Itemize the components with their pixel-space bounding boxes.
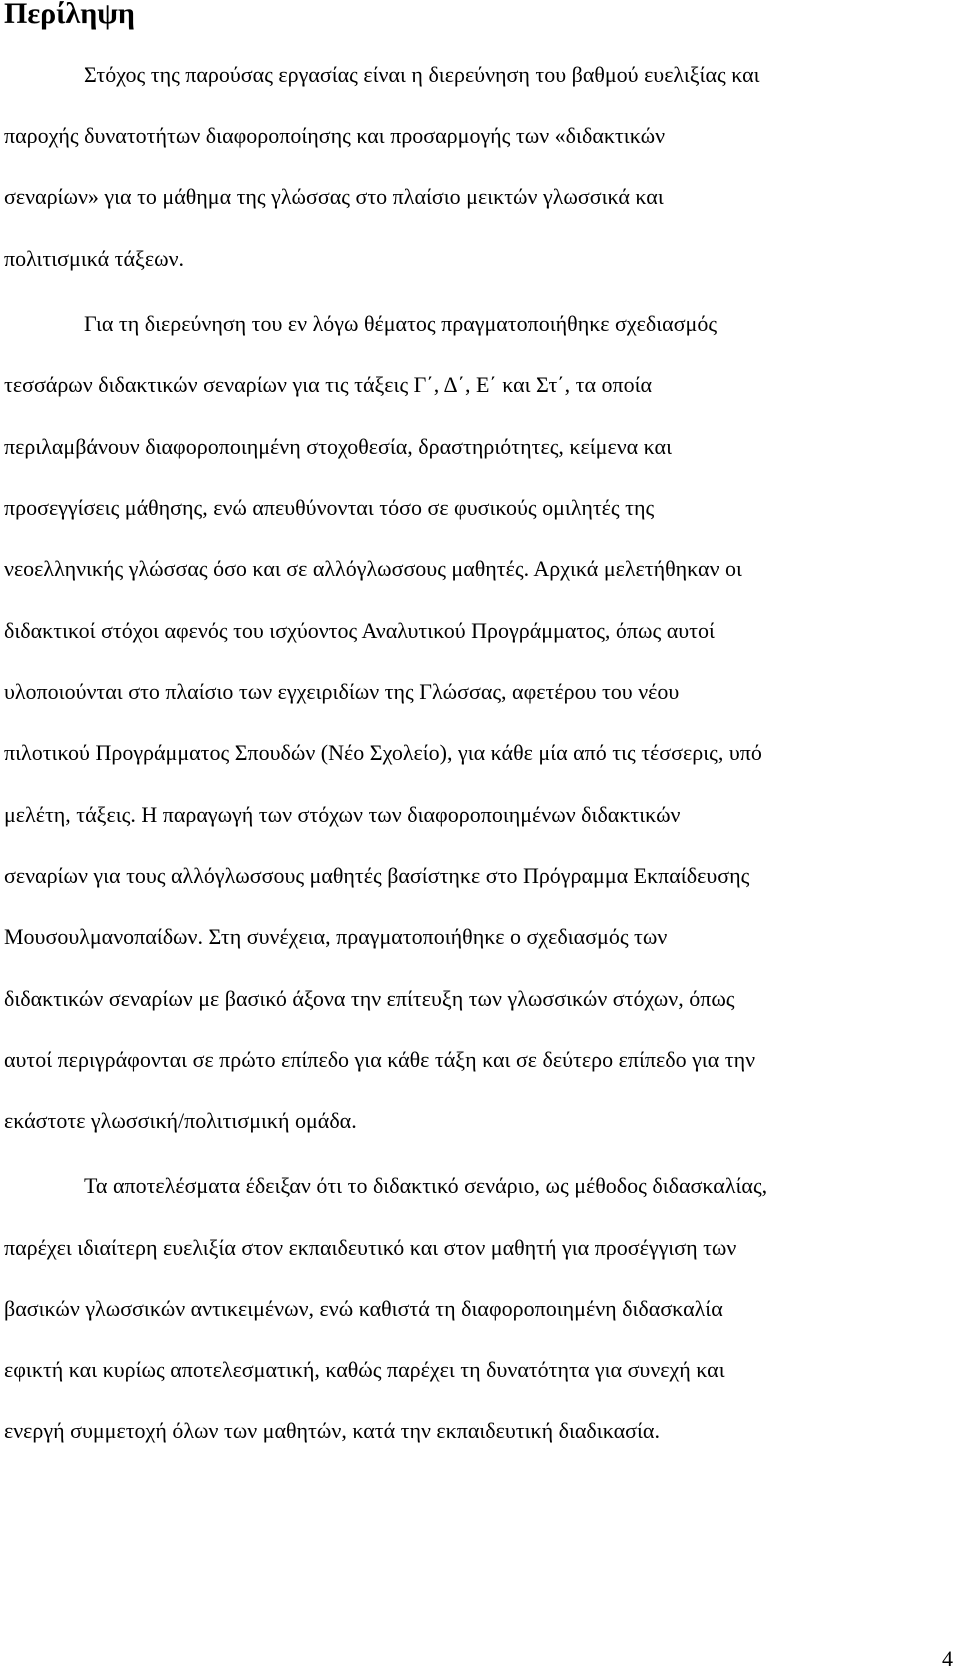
text-line: σεναρίων» για το μάθημα της γλώσσας στο πλαίσιο μεικτών γλωσσικά και xyxy=(4,184,664,209)
text-line: σεναρίων για τους αλλόγλωσσους μαθητές βασίστηκε στο Πρόγραμμα Εκπαίδευσης xyxy=(4,863,750,888)
text-line: μελέτη, τάξεις. Η παραγωγή των στόχων των διαφοροποιημένων διδακτικών xyxy=(4,802,681,827)
text-line: διδακτικοί στόχοι αφενός του ισχύοντος Αναλυτικού Προγράμματος, όπως αυτοί xyxy=(4,618,715,643)
text-line: εφικτή και κυρίως αποτελεσματική, καθώς παρέχει τη δυνατότητα για συνεχή και xyxy=(4,1357,725,1382)
text-line: εκάστοτε γλωσσική/πολιτισμική ομάδα. xyxy=(4,1108,357,1133)
text-line: περιλαμβάνουν διαφοροποιημένη στοχοθεσία, δραστηριότητες, κείμενα και xyxy=(4,434,673,459)
text-line: πιλοτικού Προγράμματος Σπουδών (Νέο Σχολείο), για κάθε μία από τις τέσσερις, υπό xyxy=(4,740,762,765)
text-line: νεοελληνικής γλώσσας όσο και σε αλλόγλωσσους μαθητές. Αρχικά μελετήθηκαν οι xyxy=(4,556,742,581)
text-line: βασικών γλωσσικών αντικειμένων, ενώ καθιστά τη διαφοροποιημένη διδασκαλία xyxy=(4,1296,723,1321)
text-line: τεσσάρων διδακτικών σεναρίων για τις τάξεις Γ΄, Δ΄, Ε΄ και Στ΄, τα οποία xyxy=(4,372,653,397)
page-number: 4 xyxy=(942,1646,953,1671)
text-line: προσεγγίσεις μάθησης, ενώ απευθύνονται τόσο σε φυσικούς ομιλητές της xyxy=(4,495,655,520)
text-line: υλοποιούνται στο πλαίσιο των εγχειριδίων της Γλώσσας, αφετέρου του νέου xyxy=(4,679,680,704)
text-line: πολιτισμικά τάξεων. xyxy=(4,246,185,271)
page-title: Περίληψη xyxy=(4,0,135,30)
text-line: Τα αποτελέσματα έδειξαν ότι το διδακτικό σενάριο, ως μέθοδος διδασκαλίας, xyxy=(84,1173,768,1198)
text-line: Μουσουλμανοπαίδων. Στη συνέχεια, πραγματοποιήθηκε ο σχεδιασμός των xyxy=(4,924,668,949)
text-line: Για τη διερεύνηση του εν λόγω θέματος πραγματοποιήθηκε σχεδιασμός xyxy=(84,311,718,336)
text-line: παροχής δυνατοτήτων διαφοροποίησης και προσαρμογής των «διδακτικών xyxy=(4,123,666,148)
text-line: διδακτικών σεναρίων με βασικό άξονα την επίτευξη των γλωσσικών στόχων, όπως xyxy=(4,986,735,1011)
text-line: παρέχει ιδιαίτερη ευελιξία στον εκπαιδευτικό και στον μαθητή για προσέγγιση των xyxy=(4,1235,737,1260)
text-line: Στόχος της παρούσας εργασίας είναι η διερεύνηση του βαθμού ευελιξίας και xyxy=(84,62,760,87)
text-line: ενεργή συμμετοχή όλων των μαθητών, κατά την εκπαιδευτική διαδικασία. xyxy=(4,1418,660,1443)
text-line: αυτοί περιγράφονται σε πρώτο επίπεδο για κάθε τάξη και σε δεύτερο επίπεδο για την xyxy=(4,1047,756,1072)
